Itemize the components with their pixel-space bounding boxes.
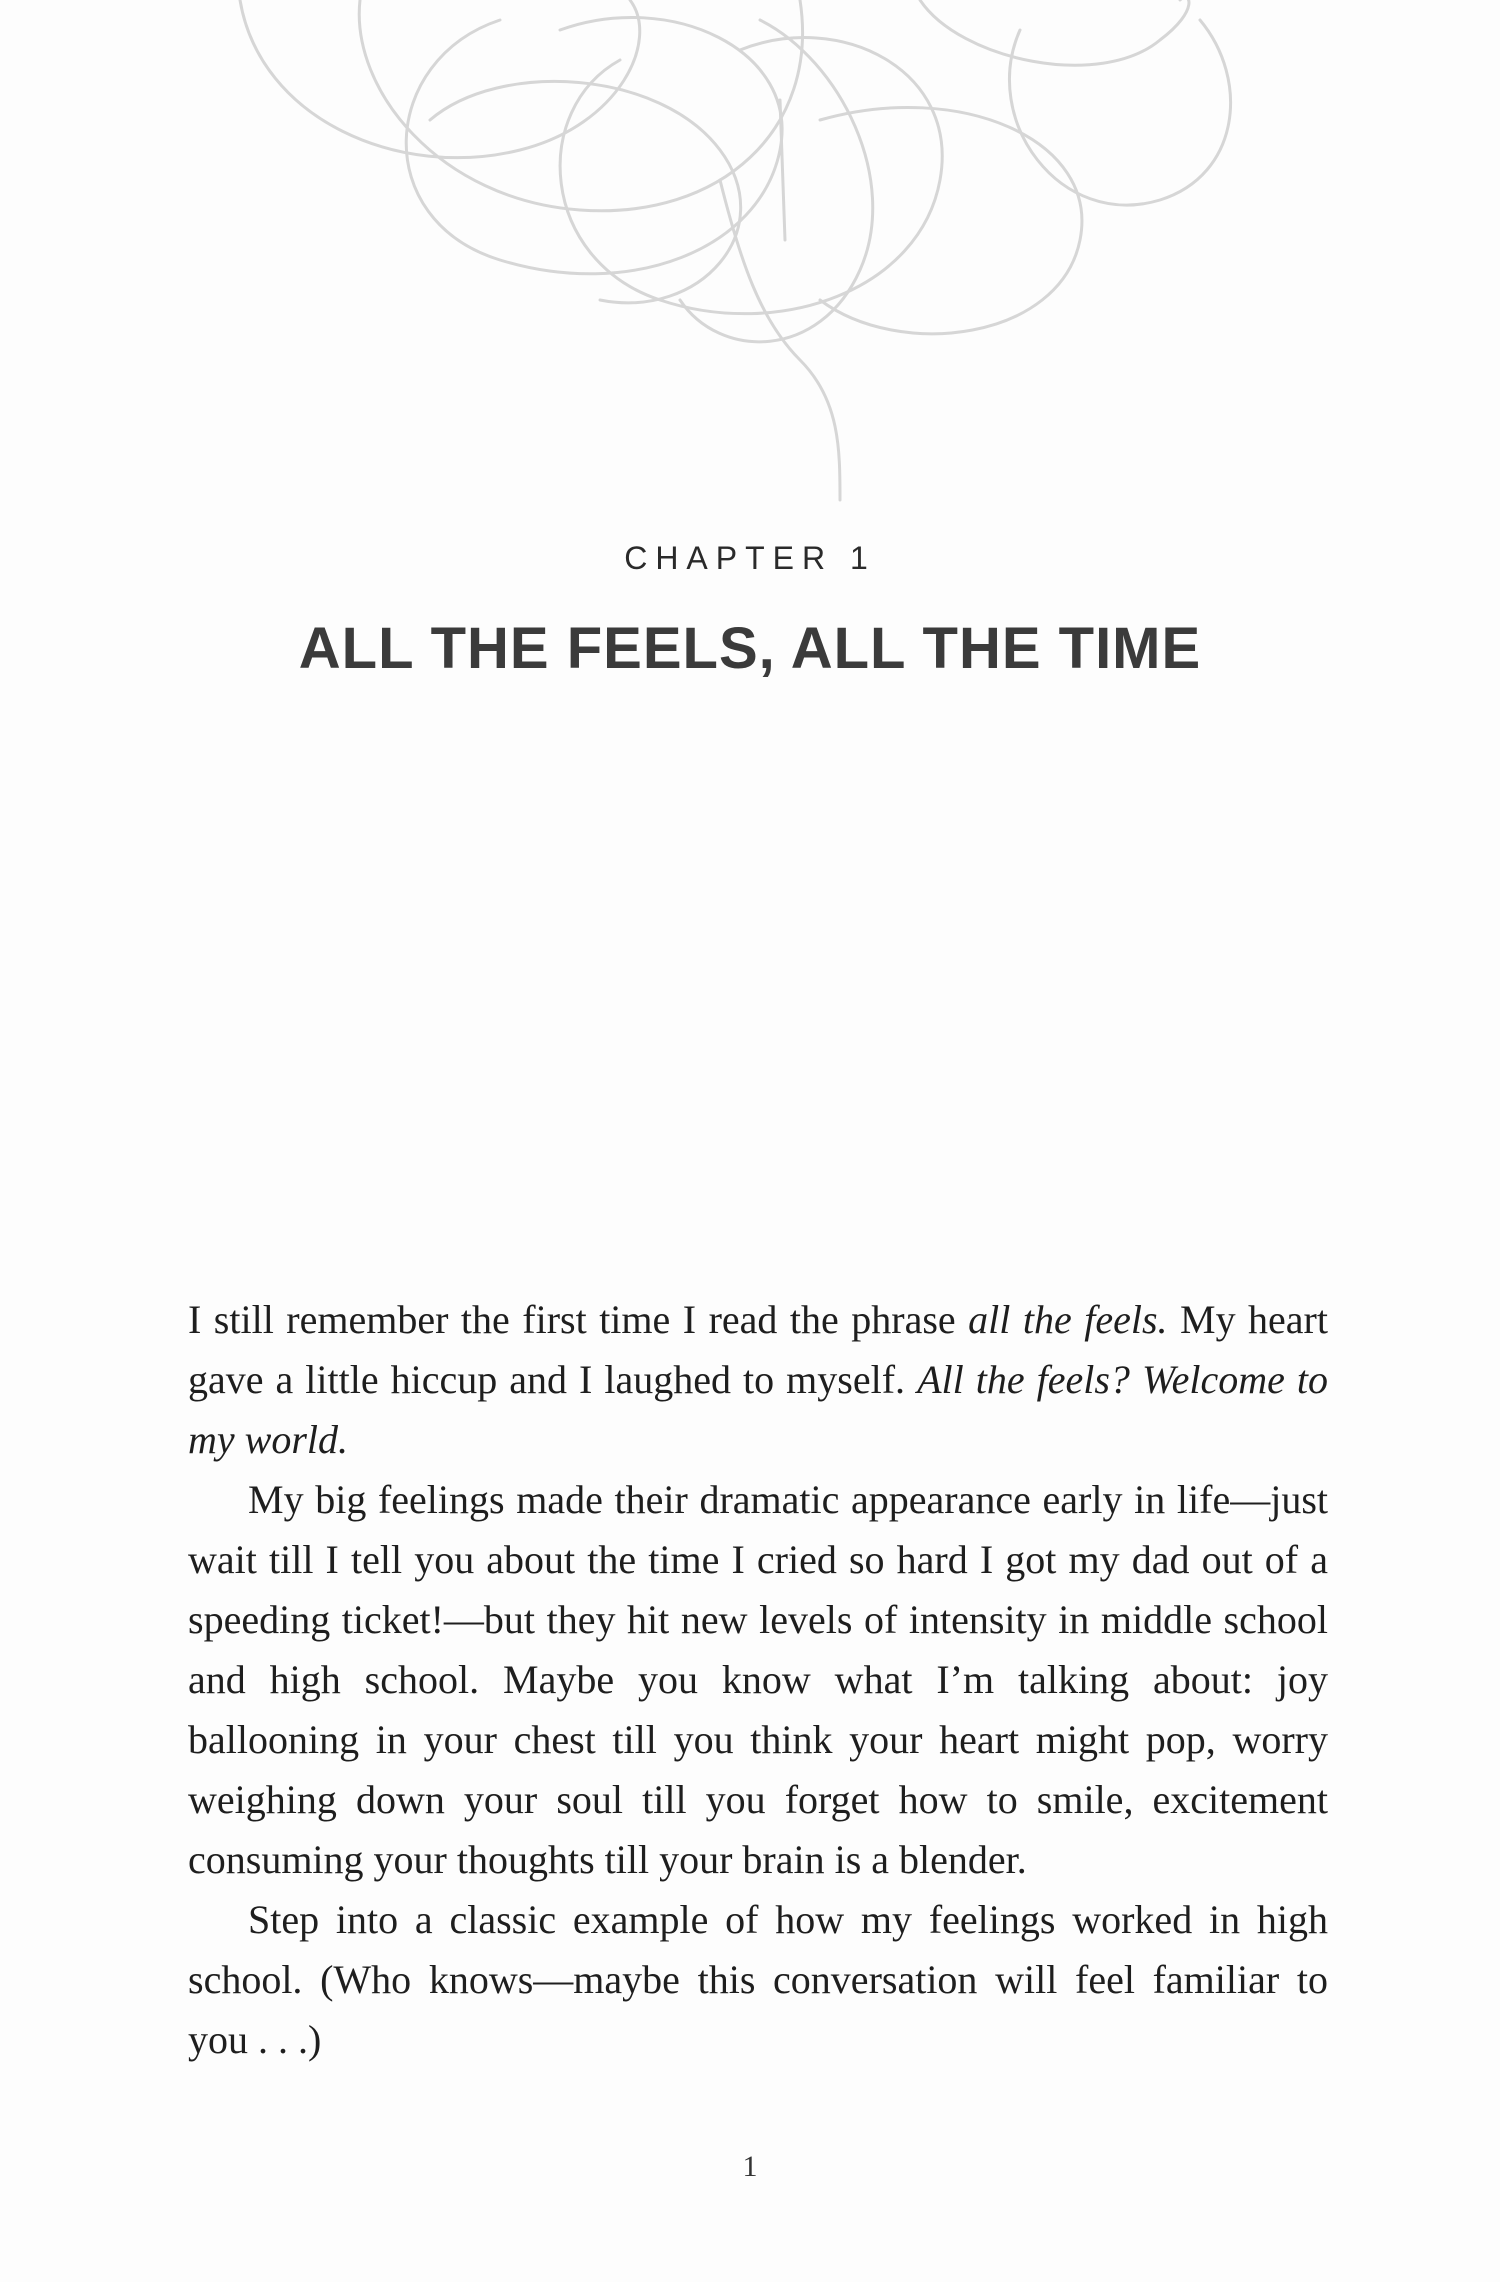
scribble-loops-ornament-icon bbox=[200, 0, 1400, 520]
chapter-label: CHAPTER 1 bbox=[624, 540, 876, 576]
paragraph-3: Step into a classic example of how my feelings worked in high school. (Who knows—maybe this conversation will feel familiar to you . . .) bbox=[188, 1897, 1328, 2062]
paragraph-1-italic-welcome: All the feels? Welcome to my world. bbox=[188, 1357, 1328, 1462]
page-number: 1 bbox=[742, 2150, 758, 2183]
paragraph-2: My big feelings made their dramatic appearance early in life—just wait till I tell you about the time I cried so hard I got my dad out of a speeding ticket!—but they hit new levels of intensity in middle school and high school. Maybe you know what I’m talking about: joy ballooning in your chest till you think your heart might pop, worry weighing down your soul till you forget how to smile, excitement consuming your thoughts till your brain is a blender. bbox=[188, 1477, 1328, 1882]
paragraph-1-text-c: My heart gave a little hiccup and I laughed to myself. bbox=[188, 1297, 1328, 1402]
paragraph-1 bbox=[188, 1290, 1328, 1470]
body-text bbox=[188, 1290, 1328, 2070]
chapter-title: ALL THE FEELS, ALL THE TIME bbox=[298, 616, 1202, 681]
paragraph-1-italic-phrase: all the feels. bbox=[968, 1297, 1168, 1342]
paragraph-1-text-a: I still remember the first time I read the phrase bbox=[188, 1297, 969, 1342]
